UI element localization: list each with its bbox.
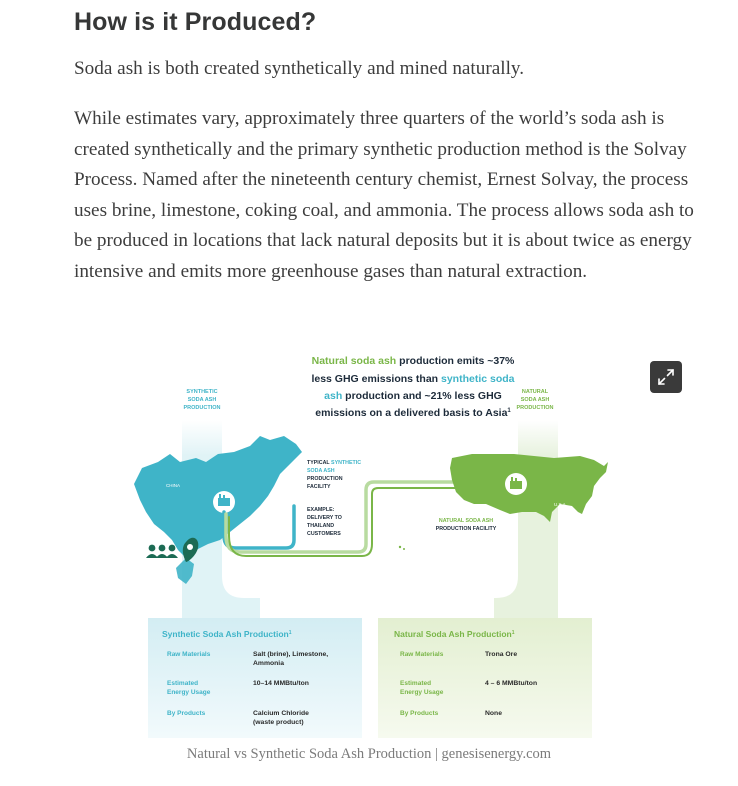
infographic-figure xyxy=(74,336,694,746)
svg-text:PRODUCTION FACILITY: PRODUCTION FACILITY xyxy=(435,526,497,532)
expand-arrows-icon xyxy=(650,361,682,393)
natural-production-table xyxy=(378,618,592,738)
svg-text:SODA ASH: SODA ASH xyxy=(307,468,335,474)
svg-text:PRODUCTION: PRODUCTION xyxy=(183,405,221,411)
svg-text:Energy Usage: Energy Usage xyxy=(400,689,444,696)
svg-text:(waste product): (waste product) xyxy=(253,719,304,726)
svg-text:SODA ASH: SODA ASH xyxy=(520,397,550,403)
svg-text:SODA ASH: SODA ASH xyxy=(187,397,217,403)
natural-facility-label xyxy=(436,518,497,532)
intro-paragraph: Soda ash is both created synthetically and mined naturally. xyxy=(74,58,525,79)
typical-facility-label xyxy=(307,460,361,490)
china-label: CHINA xyxy=(166,483,181,488)
svg-text:DELIVERY TO: DELIVERY TO xyxy=(307,515,342,521)
body-paragraph: While estimates vary, approximately three quarters of the world’s soda ash is created synthetically and the primary synthetic production method is the Solvay Process. Named after the nineteenth century chemist, Ernest Solvay, the process uses brine, limestone, coking coal, and ammonia. The process allows soda ash to be produced in locations that lack natural deposits but it is about twice as energy intensive and emits more greenhouse gases than natural extraction. xyxy=(74,108,694,282)
svg-text:4 – 6 MMBtu/ton: 4 – 6 MMBtu/ton xyxy=(485,680,538,687)
svg-text:Raw Materials: Raw Materials xyxy=(167,651,211,658)
natural-column-label xyxy=(517,389,554,411)
svg-text:SYNTHETIC: SYNTHETIC xyxy=(186,389,218,395)
usa-map xyxy=(450,454,608,522)
svg-text:By Products: By Products xyxy=(400,710,439,717)
svg-text:Calcium Chloride: Calcium Chloride xyxy=(253,710,309,717)
svg-text:PRODUCTION: PRODUCTION xyxy=(516,405,554,411)
headline-line-1: Natural soda ash production emits ~37% xyxy=(311,355,515,367)
svg-text:FACILITY: FACILITY xyxy=(307,484,331,490)
section-heading: How is it Produced? xyxy=(74,8,317,36)
synthetic-production-table xyxy=(148,618,362,738)
svg-text:THAILAND: THAILAND xyxy=(307,523,335,529)
synthetic-column-label xyxy=(184,389,221,411)
svg-text:CUSTOMERS: CUSTOMERS xyxy=(307,531,341,537)
svg-text:Trona Ore: Trona Ore xyxy=(485,651,518,658)
svg-text:Ammonia: Ammonia xyxy=(253,660,284,667)
svg-text:By Products: By Products xyxy=(167,710,206,717)
svg-text:NATURAL SODA ASH: NATURAL SODA ASH xyxy=(438,518,494,524)
svg-text:Estimated: Estimated xyxy=(167,680,199,687)
svg-text:NATURAL: NATURAL xyxy=(521,389,549,395)
figure-caption: Natural vs Synthetic Soda Ash Production | genesisenergy.com xyxy=(186,746,552,762)
svg-text:Salt (brine), Limestone,: Salt (brine), Limestone, xyxy=(253,651,329,658)
natural-table-title: Natural Soda Ash Production$^1$ xyxy=(394,629,515,639)
headline-line-2: less GHG emissions than synthetic soda xyxy=(311,373,515,385)
svg-text:PRODUCTION: PRODUCTION xyxy=(307,476,343,482)
svg-text:Estimated: Estimated xyxy=(400,680,432,687)
expand-image-button[interactable] xyxy=(650,361,682,393)
headline-line-4: emissions on a delivered basis to Asia$^1$ xyxy=(315,407,511,419)
svg-text:EXAMPLE:: EXAMPLE: xyxy=(307,507,335,513)
svg-text:10–14 MMBtu/ton: 10–14 MMBtu/ton xyxy=(253,680,309,687)
svg-text:TYPICAL SYNTHETIC: TYPICAL SYNTHETIC xyxy=(307,460,362,466)
headline-line-3: ash production and ~21% less GHG xyxy=(324,390,502,402)
svg-text:None: None xyxy=(485,710,502,717)
usa-label: U.S.A xyxy=(554,502,566,507)
delivery-example-label xyxy=(307,507,342,537)
svg-text:Energy Usage: Energy Usage xyxy=(167,689,211,696)
customers-icon xyxy=(146,545,178,558)
synthetic-table-title: Synthetic Soda Ash Production$^1$ xyxy=(162,629,292,639)
svg-text:Raw Materials: Raw Materials xyxy=(400,651,444,658)
infographic xyxy=(74,336,694,746)
